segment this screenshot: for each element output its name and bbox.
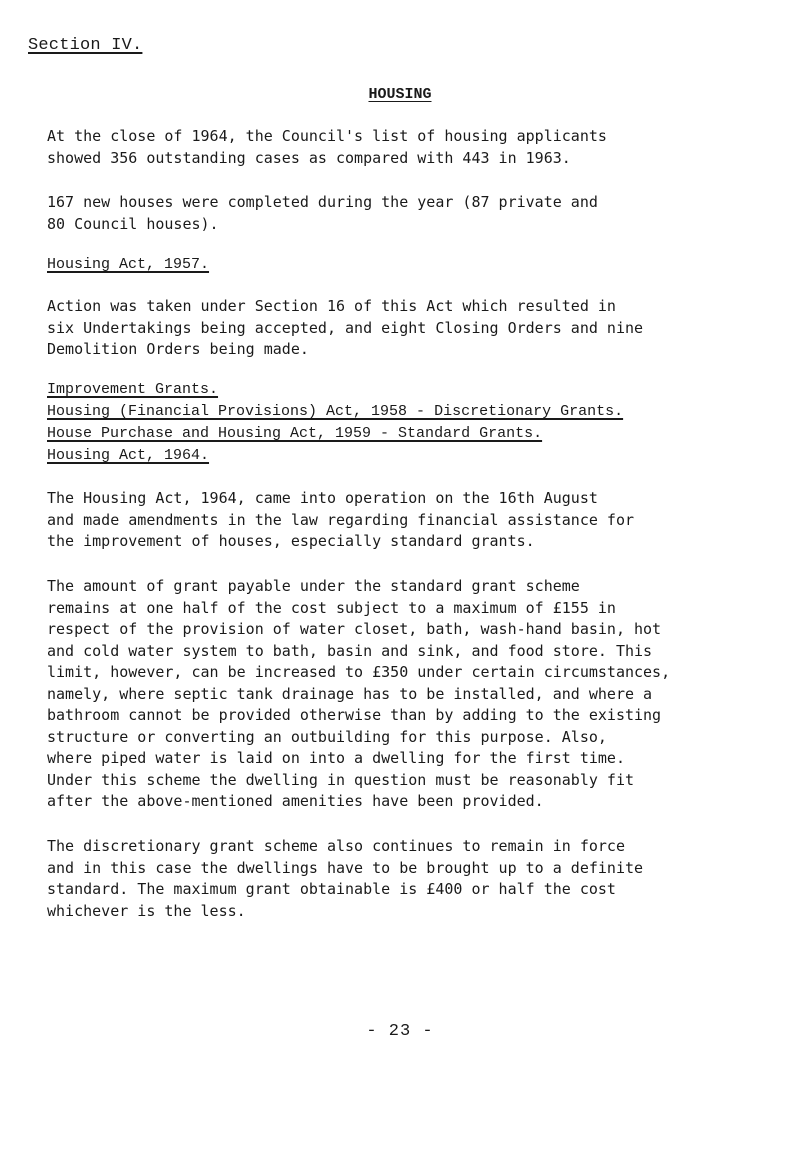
page-title: HOUSING: [368, 86, 432, 103]
section-heading: Section IV.: [28, 36, 143, 55]
paragraph-applicants: At the close of 1964, the Council's list of housing applicants showed 356 outstanding cases as compared with 443 in 1963.: [47, 127, 607, 167]
paragraph-new-houses: 167 new houses were completed during the year (87 private and 80 Council houses).: [47, 193, 598, 233]
paragraph-section-16-action: Action was taken under Section 16 of this Act which resulted in six Undertakings being accepted, and eight Closing Orders and nine Demolition Orders being made.: [47, 297, 644, 358]
paragraph-standard-grant-scheme: The amount of grant payable under the standard grant scheme remains at one half of the cost subject to a maximum of £155 in respect of the provision of water closet, bath, wash-hand basin, hot and cold water system to bath, basin and sink, and food store. This limit, however, can be increased to £350 under certain circumstances, namely, where septic tank drainage has to be installed, and where a bathroom cannot be provided otherwise than by adding to the existing structure or converting an outbuilding for this purpose. Also, where piped water is laid on into a dwelling for the first time. Under this scheme the dwelling in question must be reasonably fit after the above-mentioned amenities have been provided.: [47, 577, 671, 810]
subheading-improvement-grants: Improvement Grants.: [47, 381, 219, 398]
subheading-financial-provisions-act: Housing (Financial Provisions) Act, 1958 - Discretionary Grants.: [47, 403, 624, 420]
paragraph-housing-act-1964: The Housing Act, 1964, came into operation on the 16th August and made amendments in the law regarding financial assistance for the improvement of houses, especially standard grants.: [47, 489, 634, 550]
subheading-housing-act-1964: Housing Act, 1964.: [47, 447, 210, 464]
paragraph-discretionary-grant-scheme: The discretionary grant scheme also continues to remain in force and in this case the dwellings have to be brought up to a definite standard. The maximum grant obtainable is £400 or half the cost whichever is the less.: [47, 837, 644, 920]
subheading-house-purchase-act: House Purchase and Housing Act, 1959 - Standard Grants.: [47, 425, 543, 442]
subheading-housing-act-1957: Housing Act, 1957.: [47, 256, 210, 273]
page-number: - 23 -: [366, 1022, 434, 1041]
